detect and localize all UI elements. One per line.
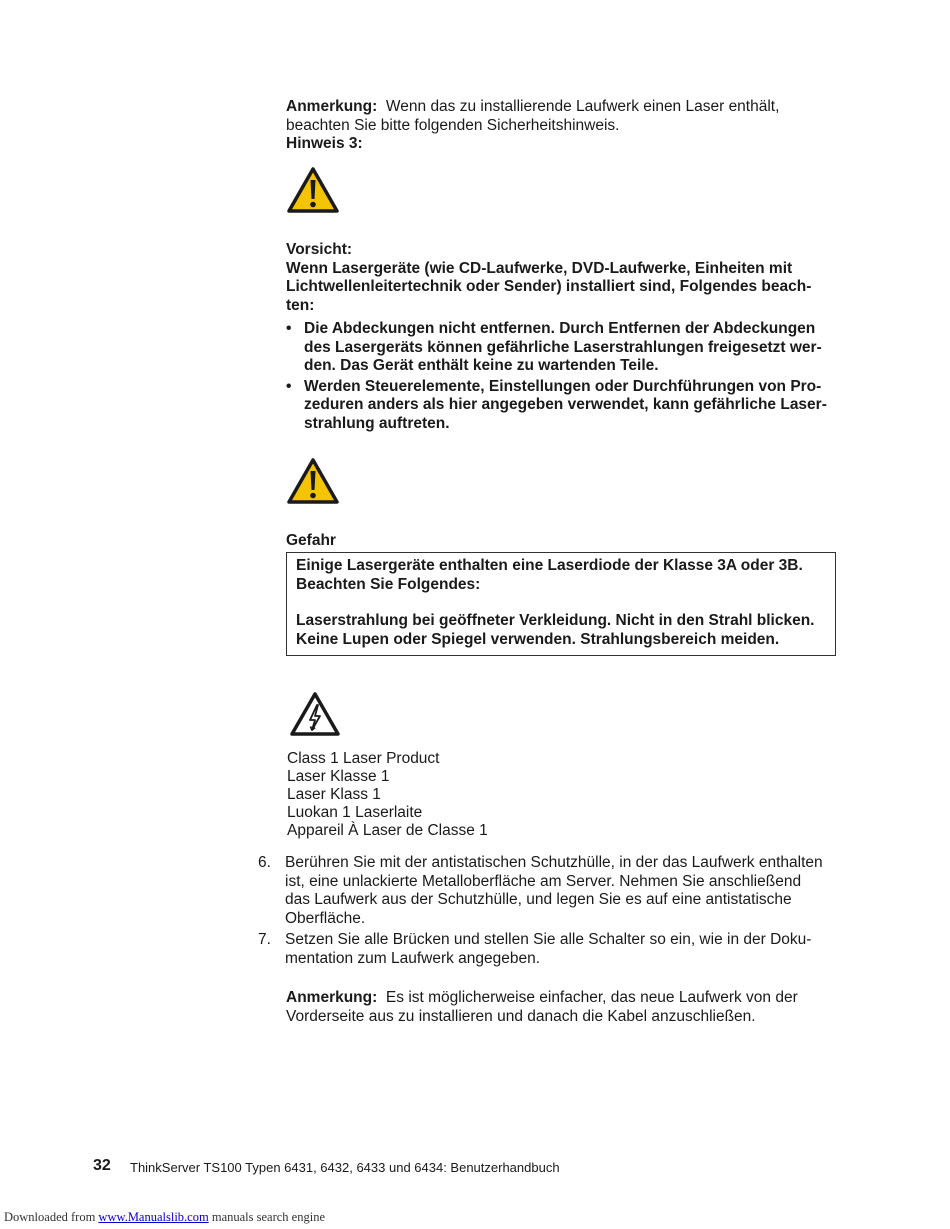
- electrical-hazard-icon: [288, 690, 342, 738]
- note-label: Anmerkung:: [286, 98, 378, 115]
- laser-class-list: [287, 750, 687, 840]
- note-text: Es ist möglicherweise einfacher, das neue Laufwerk von der: [385, 989, 798, 1006]
- bullet-item: [286, 378, 846, 434]
- caution-line: Lichtwellenleitertechnik oder Sender) installiert sind, Folgendes beach-: [286, 278, 812, 295]
- warning-triangle-icon: [286, 457, 340, 505]
- note-anmerkung: [286, 98, 846, 154]
- bullet-line: strahlung auftreten.: [304, 414, 450, 432]
- bullet-line: den. Das Gerät enthält keine zu wartenden Teile.: [304, 357, 659, 374]
- danger-line: Keine Lupen oder Spiegel verwenden. Strahlungsbereich meiden.: [296, 630, 780, 648]
- danger-box: [286, 552, 836, 656]
- bullet-line: Werden Steuerelemente, Einstellungen oder Durchführungen von Pro-: [304, 377, 822, 395]
- note-anmerkung-2: [286, 989, 846, 1026]
- step-line: das Laufwerk aus der Schutzhülle, und legen Sie es auf eine antistatische: [285, 891, 792, 908]
- download-prefix: Downloaded from: [4, 1210, 99, 1224]
- laser-class-line: Appareil À Laser de Classe 1: [287, 822, 488, 839]
- warning-triangle-icon: [286, 166, 340, 214]
- step-line: Oberfläche.: [285, 909, 366, 927]
- caution-line: Wenn Lasergeräte (wie CD-Laufwerke, DVD-Laufwerke, Einheiten mit: [286, 259, 793, 277]
- caution-heading: Vorsicht:: [286, 241, 353, 258]
- note-text: Wenn das zu installierende Laufwerk einen Laser enthält,: [385, 98, 780, 115]
- hinweis-label: Hinweis 3:: [286, 135, 363, 152]
- danger-heading: Gefahr: [286, 532, 336, 549]
- bullet-item: [286, 320, 846, 376]
- bullet-dot: •: [286, 377, 292, 395]
- danger-line: Beachten Sie Folgendes:: [296, 575, 481, 593]
- step-number: 7.: [258, 931, 271, 948]
- caution-bullets: [286, 320, 846, 435]
- danger-line: Laserstrahlung bei geöffneter Verkleidung. Nicht in den Strahl blicken.: [296, 612, 815, 629]
- caution-line: ten:: [286, 296, 315, 314]
- laser-class-line: Laser Klasse 1: [287, 768, 390, 785]
- footer-title: ThinkServer TS100 Typen 6431, 6432, 6433 und 6434: Benutzerhandbuch: [130, 1160, 560, 1175]
- bullet-line: des Lasergeräts können gefährliche Laserstrahlungen freigesetzt wer-: [304, 338, 822, 356]
- step-line: Berühren Sie mit der antistatischen Schutzhülle, in der das Laufwerk enthalten: [285, 854, 823, 871]
- laser-class-line: Luokan 1 Laserlaite: [287, 804, 423, 821]
- laser-class-line: Class 1 Laser Product: [287, 750, 440, 767]
- manualslib-link[interactable]: www.Manualslib.com: [98, 1210, 209, 1224]
- laser-class-line: Laser Klass 1: [287, 786, 381, 803]
- page-number: 32: [93, 1157, 111, 1174]
- step-item: [258, 854, 848, 928]
- note-label: Anmerkung:: [286, 989, 378, 1006]
- step-line: mentation zum Laufwerk angegeben.: [285, 949, 541, 967]
- bullet-line: Die Abdeckungen nicht entfernen. Durch Entfernen der Abdeckungen: [304, 320, 816, 337]
- download-notice: [4, 1208, 325, 1227]
- step-number: 6.: [258, 854, 271, 871]
- danger-line: Einige Lasergeräte enthalten eine Laserdiode der Klasse 3A oder 3B.: [296, 557, 803, 574]
- steps-list: [258, 854, 848, 968]
- note-text-cont: beachten Sie bitte folgenden Sicherheitshinweis.: [286, 116, 620, 134]
- step-line: ist, eine unlackierte Metalloberfläche am Server. Nehmen Sie anschließend: [285, 872, 802, 890]
- note-text-cont: Vorderseite aus zu installieren und danach die Kabel anzuschließen.: [286, 1007, 756, 1025]
- step-line: Setzen Sie alle Brücken und stellen Sie alle Schalter so ein, wie in der Doku-: [285, 931, 812, 948]
- bullet-line: zeduren anders als hier angegeben verwendet, kann gefährliche Laser-: [304, 396, 827, 413]
- bullet-dot: •: [286, 320, 292, 337]
- download-suffix: manuals search engine: [208, 1210, 325, 1224]
- step-item: [258, 931, 848, 968]
- caution-block: [286, 241, 846, 315]
